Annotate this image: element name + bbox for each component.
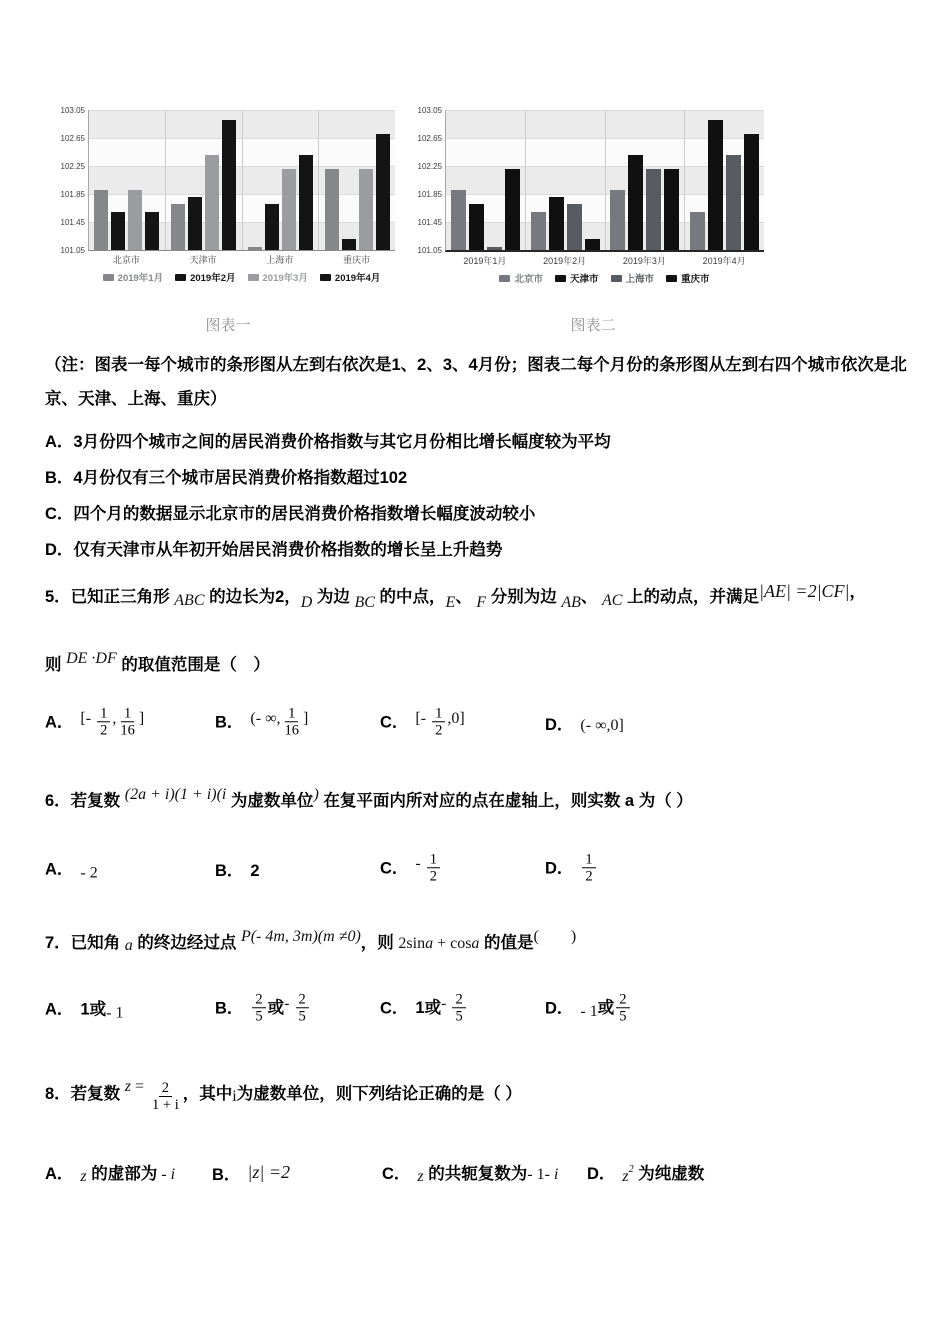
- chart-plot-area: [445, 110, 764, 252]
- x-axis-label: 2019年3月: [622, 256, 666, 266]
- y-axis-tick: 101.45: [417, 218, 442, 227]
- charts-row: [60, 106, 764, 285]
- q6-option-a: A． - 2: [45, 860, 98, 882]
- x-axis-label: 2019年1月: [463, 256, 507, 266]
- q8-option-d: D． $z^2$ 为纯虚数: [587, 1164, 705, 1185]
- legend-item: [611, 271, 655, 285]
- q6-stem: 6．若复数 (2a + i)(1 + i)(i 为虚数单位) 在复平面内所对应的点在虚轴上，则实数 a 为（ ）: [45, 786, 693, 810]
- bar: [111, 212, 125, 250]
- q8-stem: 8．若复数 z = $\frac{2}{1 + i}$ ，其中i为虚数单位，则下列结论正确的是（ ）: [45, 1078, 522, 1114]
- q5-options: [45, 694, 923, 752]
- q8-option-c: C． z 的共轭复数为- 1- i: [382, 1165, 559, 1185]
- y-axis-tick: 103.05: [60, 106, 85, 115]
- bar-group: [525, 110, 605, 250]
- bar: [628, 155, 643, 250]
- charts-note: （注：图表一每个城市的条形图从左到右依次是1、2、3、4月份；图表二每个月份的条形图从左到右四个城市依次是北京、天津、上海、重庆）: [45, 356, 907, 408]
- q8-option-a: A． z 的虚部为 - i: [45, 1165, 176, 1185]
- legend-item: [666, 271, 710, 285]
- bar-group: [242, 110, 319, 250]
- bar: [359, 169, 373, 250]
- q8-option-b: B． |z| =2: [212, 1162, 290, 1184]
- legend-item: [175, 270, 235, 284]
- bar-chart-month-grouped: [417, 106, 764, 285]
- q7-stem: 7．已知角 a 的终边经过点 P(- 4m, 3m)(m ≠0)，则 2sina + cosa 的值是( ): [45, 928, 577, 954]
- bar-group: [684, 110, 764, 250]
- bar-group: [446, 110, 525, 250]
- bar: [469, 204, 484, 250]
- bar-group: [165, 110, 242, 250]
- y-axis-tick: 101.05: [417, 246, 442, 255]
- legend-item: [555, 271, 599, 285]
- bar: [325, 169, 339, 250]
- y-axis-tick: 102.65: [60, 134, 85, 143]
- bar-group: [89, 110, 165, 250]
- y-axis-tick: 102.25: [417, 162, 442, 171]
- q6-option-d: D． $\frac{1}{2}$: [545, 852, 598, 885]
- chart-legend: [445, 271, 764, 285]
- bar: [744, 134, 759, 250]
- q5-option-c: C． [- $\frac{1}{2}$ ,0]: [380, 705, 465, 739]
- bar: [549, 197, 564, 250]
- bar: [222, 120, 236, 250]
- bar: [451, 190, 466, 250]
- legend-label: 2019年3月: [262, 273, 308, 284]
- chart1-caption: 图表一: [205, 317, 251, 334]
- bar-group: [605, 110, 685, 250]
- bar-group: [318, 110, 395, 250]
- legend-item: [248, 270, 308, 284]
- legend-swatch: [103, 274, 114, 281]
- q5-stem-line2: 则 DE ·DF 的取值范围是（ ）: [45, 650, 270, 674]
- q5-option-b: B． (- ∞, $\frac{1}{16}$ ]: [215, 705, 309, 739]
- bar: [708, 120, 723, 250]
- bar-chart-city-grouped: [60, 106, 395, 285]
- legend-swatch: [555, 275, 566, 282]
- legend-swatch: [320, 274, 331, 281]
- bar: [646, 169, 661, 250]
- bar: [299, 155, 313, 250]
- bar: [610, 190, 625, 250]
- q8-options: [45, 1150, 923, 1196]
- q4-option-c: C．四个月的数据显示北京市的居民消费价格指数增长幅度波动较小: [45, 505, 536, 523]
- q5-option-a: A． [- $\frac{1}{2}$ , $\frac{1}{16}$ ]: [45, 705, 145, 739]
- bar: [188, 197, 202, 250]
- bar: [531, 212, 546, 250]
- chart-plot-area: [88, 110, 395, 251]
- q5-stem-line1: 5．已知正三角形 ABC 的边长为2，D 为边 BC 的中点，E、 F 分别为边 AB、 AC 上的动点，并满足|AE| =2|CF|，: [45, 581, 866, 611]
- legend-swatch: [248, 274, 259, 281]
- legend-label: 2019年1月: [117, 273, 164, 284]
- q7-option-d: D． - 1或 $\frac{2}{5}$: [545, 992, 632, 1025]
- bar: [690, 212, 705, 250]
- x-axis-label: 2019年2月: [543, 256, 587, 266]
- q4-option-d: D．仅有天津市从年初开始居民消费价格指数的增长呈上升趋势: [45, 541, 503, 559]
- legend-swatch: [175, 274, 186, 281]
- y-axis-tick: 103.05: [417, 106, 442, 115]
- q7-options: [45, 980, 923, 1038]
- bar: [487, 247, 502, 250]
- x-axis-label: 2019年4月: [702, 256, 746, 266]
- legend-label: 2019年2月: [190, 273, 236, 284]
- x-axis-label: 上海市: [266, 255, 294, 265]
- bar: [145, 212, 159, 250]
- y-axis-tick: 101.05: [60, 246, 85, 255]
- q4-option-a: A．3月份四个城市之间的居民消费价格指数与其它月份相比增长幅度较为平均: [45, 433, 611, 451]
- q4-option-b: B．4月份仅有三个城市居民消费价格指数超过102: [45, 469, 408, 487]
- q5-option-d: D． (- ∞,0]: [545, 716, 624, 734]
- bar: [376, 134, 390, 250]
- legend-label: 天津市: [569, 274, 599, 285]
- bar: [94, 190, 108, 250]
- bar: [342, 239, 356, 250]
- legend-swatch: [499, 275, 510, 282]
- bar: [265, 204, 279, 250]
- legend-label: 重庆市: [681, 274, 710, 285]
- y-axis-tick: 101.85: [417, 190, 442, 199]
- q7-option-a: A． 1或- 1: [45, 1000, 124, 1022]
- q7-option-c: C． 1或- $\frac{2}{5}$: [380, 992, 468, 1025]
- bar: [585, 239, 600, 250]
- chart2-caption: 图表二: [570, 317, 616, 334]
- q6-option-c: C． - $\frac{1}{2}$: [380, 852, 442, 885]
- x-axis-label: 北京市: [112, 255, 140, 265]
- x-axis-label: 重庆市: [343, 255, 371, 265]
- bar: [128, 190, 142, 250]
- chart-legend: [88, 270, 395, 284]
- y-axis-tick: 101.45: [60, 218, 85, 227]
- bar: [248, 247, 262, 250]
- bar: [205, 155, 219, 250]
- bar: [567, 204, 582, 250]
- y-axis-tick: 101.85: [60, 190, 85, 199]
- q7-option-b: B． $\frac{2}{5}$ 或- $\frac{2}{5}$: [215, 992, 311, 1025]
- legend-item: [499, 271, 543, 285]
- legend-label: 上海市: [625, 274, 655, 285]
- q6-options: [45, 840, 923, 898]
- bar: [505, 169, 520, 250]
- y-axis-tick: 102.65: [417, 134, 442, 143]
- legend-swatch: [666, 275, 677, 282]
- legend-item: [320, 270, 380, 284]
- legend-item: [103, 270, 163, 284]
- x-axis-label: 天津市: [189, 255, 217, 265]
- legend-swatch: [611, 275, 622, 282]
- legend-label: 2019年4月: [334, 273, 381, 284]
- bar: [664, 169, 679, 250]
- bar: [171, 204, 185, 250]
- bar: [726, 155, 741, 250]
- legend-label: 北京市: [514, 274, 543, 285]
- q6-option-b: B． 2: [215, 862, 260, 880]
- y-axis-tick: 102.25: [60, 162, 85, 171]
- q4-options: [45, 424, 611, 568]
- bar: [282, 169, 296, 250]
